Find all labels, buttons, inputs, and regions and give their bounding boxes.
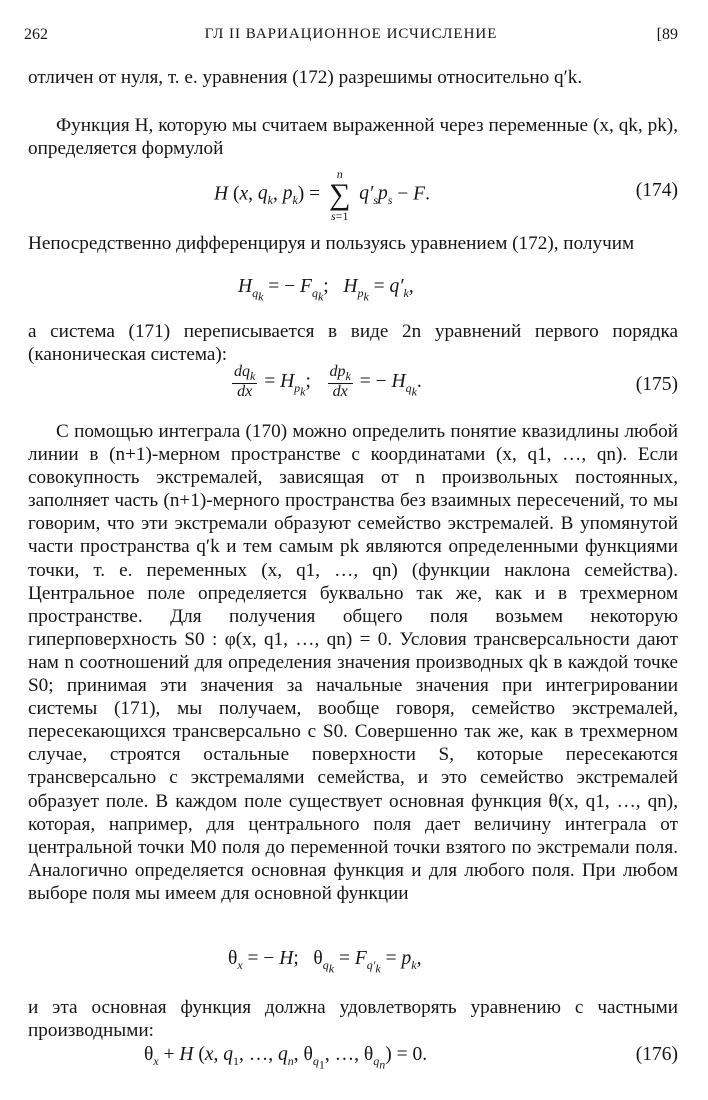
equation-174-formula: H (x, $q_k$, $p_k$) = n ∑ s=1 $q'_sp_s - F$. (214, 167, 430, 223)
equation-number: (176) (635, 1044, 678, 1065)
equation-174 (28, 160, 678, 224)
paragraph-5: С помощью интеграла (170) можно определить понятие квазидлины любой линии в (n+1)-мерном пространстве с координатами (x, q1, …, qn). Если совокупность экстремалей, зависящая от n произвольных постоянных, заполняет часть (n+1)-мерного пространства без взаимных пересечений, то мы говорим, что эти экстремали образуют семейство экстремалей. В упомянутой части пространства q′k и тем самым pk являются определенными функциями точки, т. е. переменных (x, q1, …, qn) (функции наклона семейства). Центральное поле определяется буквально так же, как и в трехмерном пространстве. Для получения общего поля возьмем некоторую гиперповерхность S0 : φ(x, q1, …, qn) = 0. Условия трансверсальности дают нам n соотношений для определения значения производных qk в каждой точке S0; принимая эти значения за начальные значения при интегрировании системы (171), мы получаем, вообще говоря, семейство экстремалей, пересекающихся трансверсально с S0. Совершенно так же, как в трехмерном случае, строятся остальные поверхности S, которые пересекаются трансверсально с экстремалями семейства, и это семейство экстремалей образует поле. В каждом поле существует основная функция θ(x, q1, …, qn), которая, например, для центрального поля дает величину интеграла от центральной точки M0 поля до переменной точки взятого по экстремали поля. Аналогично определяется основная функция и для любого поля. При любом выборе поля мы имеем для основной функции (28, 421, 678, 904)
equation-175 (28, 364, 678, 410)
paragraph-2: Функция H, которую мы считаем выраженной через переменные (x, qk, pk), определяется формулой (28, 115, 678, 160)
equation-176-formula: $\theta_x + H$ (x, $q_1$, …, $q_n$, $\theta_{q_1}$, …, $\theta_{q_n}) = 0$. (144, 1044, 428, 1072)
equation-number: (175) (635, 374, 678, 395)
running-title: ГЛ II ВАРИАЦИОННОЕ ИСЧИСЛЕНИЕ (204, 26, 498, 42)
equation-theta-derivatives (28, 948, 678, 988)
paragraph-6: и эта основная функция должна удовлетворять уравнению с частными производными: (28, 997, 678, 1042)
paragraph-1: отличен от нуля, т. е. уравнения (172) разрешимы относительно q′k. (28, 67, 583, 88)
paragraph-4: а система (171) переписывается в виде 2n уравнений первого порядка (каноническая система): (28, 321, 678, 366)
section-mark: [89 (656, 26, 678, 43)
equation-hamilton-formula: $H_{q_k}$ = − $F_{q_k}$; $H_{p_k} = q'_k$, (238, 276, 414, 304)
equation-175-formula: $\frac{dq_k}{dx}$ = $H_{p_k}$; $\frac{dp_k}{dx}$ = − $H_{q_k}$. (234, 363, 422, 400)
page-number: 262 (24, 26, 48, 43)
equation-theta-formula: $\theta_x$ = − H; $\theta_{q_k} = F_{q'_k} = p_k$, (228, 948, 422, 976)
equation-hamilton-derivatives (28, 276, 678, 316)
paragraph-3: Непосредственно дифференцируя и пользуясь уравнением (172), получим (28, 233, 635, 254)
page-header (24, 26, 678, 50)
equation-number: (174) (635, 180, 678, 201)
equation-176 (28, 1044, 678, 1080)
